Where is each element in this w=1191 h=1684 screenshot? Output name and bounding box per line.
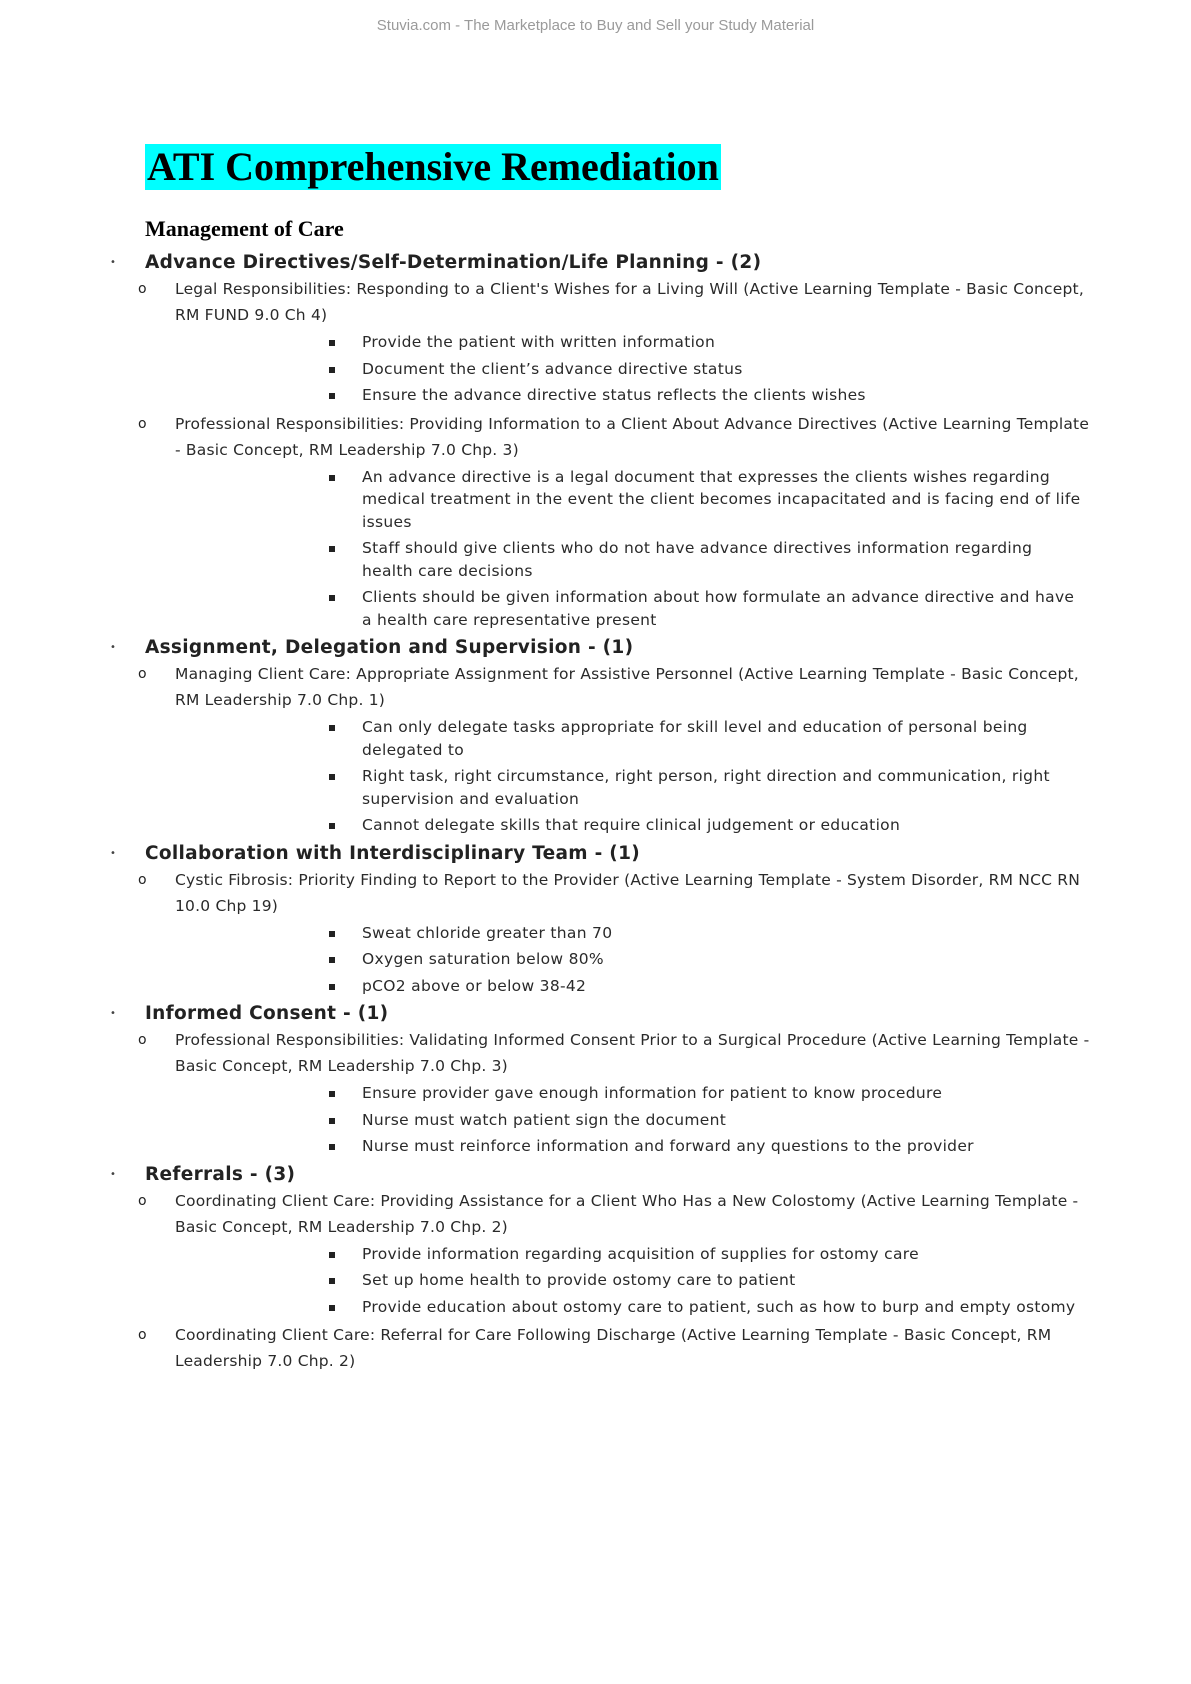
bullet-dot-icon: •	[110, 1008, 117, 1019]
list-item	[0, 1269, 1191, 1292]
list-item-text: Nurse must reinforce information and forward any questions to the provider	[362, 1137, 974, 1155]
bullet-list	[0, 1243, 1191, 1319]
square-bullet-icon	[329, 984, 335, 990]
list-item	[0, 1135, 1191, 1158]
list-item-text: Provide information regarding acquisition of supplies for ostomy care	[362, 1244, 919, 1263]
topic-title	[0, 1001, 1191, 1027]
topic	[0, 1001, 1191, 1158]
topic-title-text: Assignment, Delegation and Supervision - (1)	[145, 637, 634, 658]
list-item-text: Clients should be given information about how formulate an advance directive and have a health care representative present	[362, 588, 1075, 629]
topic-title-text: Collaboration with Interdisciplinary Team - (1)	[145, 842, 640, 864]
list-item-text: Ensure the advance directive status reflects the clients wishes	[362, 386, 866, 404]
list-item-text: Right task, right circumstance, right person, right direction and communication, right supervision and evaluation	[362, 767, 1050, 808]
list-item-text: Nurse must watch patient sign the document	[362, 1110, 727, 1129]
list-item	[0, 975, 1191, 998]
topic-title	[0, 841, 1191, 867]
bullet-dot-icon: •	[110, 642, 117, 653]
subtopic-text: Coordinating Client Care: Providing Assistance for a Client Who Has a New Colostomy (Active Learning Template - Basic Concept, RM Leadership 7.0 Chp. 2)	[175, 1191, 1079, 1236]
square-bullet-icon	[329, 774, 335, 780]
list-item-text: Ensure provider gave enough information for patient to know procedure	[362, 1084, 943, 1102]
list-item	[0, 1109, 1191, 1132]
section-heading: Management of Care	[145, 216, 344, 241]
list-item-text: Document the client’s advance directive status	[362, 359, 743, 378]
title-block	[145, 144, 721, 190]
subtopic	[0, 411, 1191, 463]
list-item-text: An advance directive is a legal document that expresses the clients wishes regarding medical treatment in the event the client becomes incapacitated and is facing end of life issues	[362, 467, 1081, 531]
list-item	[0, 358, 1191, 381]
list-item-text: Sweat chloride greater than 70	[362, 923, 613, 942]
topic	[0, 841, 1191, 998]
bullet-list	[0, 922, 1191, 998]
list-item	[0, 765, 1191, 810]
list-item	[0, 331, 1191, 354]
subtopic	[0, 867, 1191, 919]
list-item-text: Cannot delegate skills that require clinical judgement or education	[362, 816, 901, 834]
list-item	[0, 922, 1191, 945]
square-bullet-icon	[329, 1252, 335, 1258]
topic-title	[0, 635, 1191, 661]
bullet-list	[0, 466, 1191, 632]
subtopic	[0, 276, 1191, 328]
list-item	[0, 814, 1191, 837]
list-item-text: Oxygen saturation below 80%	[362, 950, 604, 968]
list-item-text: Staff should give clients who do not have advance directives information regarding health care decisions	[362, 539, 1033, 580]
list-item	[0, 537, 1191, 582]
subtopic-text: Legal Responsibilities: Responding to a Client's Wishes for a Living Will (Active Learning Template - Basic Concept, RM FUND 9.0 Ch 4)	[175, 280, 1084, 324]
bullet-list	[0, 716, 1191, 837]
square-bullet-icon	[329, 823, 335, 829]
topic	[0, 1162, 1191, 1375]
list-item	[0, 466, 1191, 534]
topic	[0, 250, 1191, 631]
list-item-text: pCO2 above or below 38-42	[362, 976, 587, 995]
square-bullet-icon	[329, 546, 335, 552]
list-item	[0, 586, 1191, 631]
document-title: ATI Comprehensive Remediation	[147, 144, 719, 189]
square-bullet-icon	[329, 1091, 335, 1097]
subtopic	[0, 661, 1191, 713]
topic-title-text: Informed Consent - (1)	[145, 1003, 389, 1024]
topic-title-text: Advance Directives/Self-Determination/Life Planning - (2)	[145, 252, 762, 273]
square-bullet-icon	[329, 595, 335, 601]
subtopic-text: Cystic Fibrosis: Priority Finding to Report to the Provider (Active Learning Template - System Disorder, RM NCC RN 10.0 Chp 19)	[175, 870, 1081, 915]
square-bullet-icon	[329, 475, 335, 481]
square-bullet-icon	[329, 1144, 335, 1150]
circle-bullet-icon: o	[138, 1327, 147, 1343]
list-item	[0, 1296, 1191, 1319]
list-item	[0, 384, 1191, 407]
circle-bullet-icon: o	[138, 415, 147, 432]
square-bullet-icon	[329, 931, 335, 937]
subtopic-text: Coordinating Client Care: Referral for Care Following Discharge (Active Learning Template - Basic Concept, RM Leadership 7.0 Chp. 2)	[175, 1326, 1052, 1370]
circle-bullet-icon: o	[138, 1032, 147, 1048]
list-item	[0, 716, 1191, 761]
circle-bullet-icon: o	[138, 281, 147, 297]
bullet-dot-icon: •	[110, 847, 117, 859]
document-body	[0, 250, 1191, 1374]
bullet-list	[0, 1082, 1191, 1158]
list-item-text: Provide education about ostomy care to patient, such as how to burp and empty ostomy	[362, 1297, 1076, 1316]
subtopic	[0, 1027, 1191, 1079]
topic-title	[0, 1162, 1191, 1188]
subtopic	[0, 1188, 1191, 1240]
list-item	[0, 1082, 1191, 1105]
list-item-text: Set up home health to provide ostomy care to patient	[362, 1271, 796, 1289]
square-bullet-icon	[329, 393, 335, 399]
square-bullet-icon	[329, 1278, 335, 1284]
topic	[0, 635, 1191, 837]
watermark: Stuvia.com - The Marketplace to Buy and Sell your Study Material	[376, 17, 815, 34]
list-item-text: Can only delegate tasks appropriate for skill level and education of personal being delegated to	[362, 718, 1028, 759]
bullet-list	[0, 331, 1191, 407]
list-item-text: Provide the patient with written information	[362, 333, 716, 351]
subtopic-text: Managing Client Care: Appropriate Assignment for Assistive Personnel (Active Learning Template - Basic Concept, RM Leadership 7.0 Chp. 1)	[175, 665, 1079, 709]
square-bullet-icon	[329, 1118, 335, 1124]
square-bullet-icon	[329, 725, 335, 731]
square-bullet-icon	[329, 1305, 335, 1311]
bullet-dot-icon: •	[110, 1168, 117, 1180]
square-bullet-icon	[329, 340, 335, 346]
subtopic	[0, 1322, 1191, 1374]
subtopic-text: Professional Responsibilities: Providing Information to a Client About Advance Directives (Active Learning Template - Basic Concept, RM Leadership 7.0 Chp. 3)	[175, 414, 1090, 459]
square-bullet-icon	[329, 957, 335, 963]
square-bullet-icon	[329, 367, 335, 373]
topic-title	[0, 250, 1191, 276]
topic-title-text: Referrals - (3)	[145, 1163, 296, 1185]
list-item	[0, 948, 1191, 971]
circle-bullet-icon: o	[138, 871, 147, 888]
circle-bullet-icon: o	[138, 1192, 147, 1209]
circle-bullet-icon: o	[138, 666, 147, 682]
bullet-dot-icon: •	[110, 257, 117, 268]
list-item	[0, 1243, 1191, 1266]
subtopic-text: Professional Responsibilities: Validating Informed Consent Prior to a Surgical Procedure (Active Learning Template - Basic Concept, RM Leadership 7.0 Chp. 3)	[175, 1031, 1090, 1075]
